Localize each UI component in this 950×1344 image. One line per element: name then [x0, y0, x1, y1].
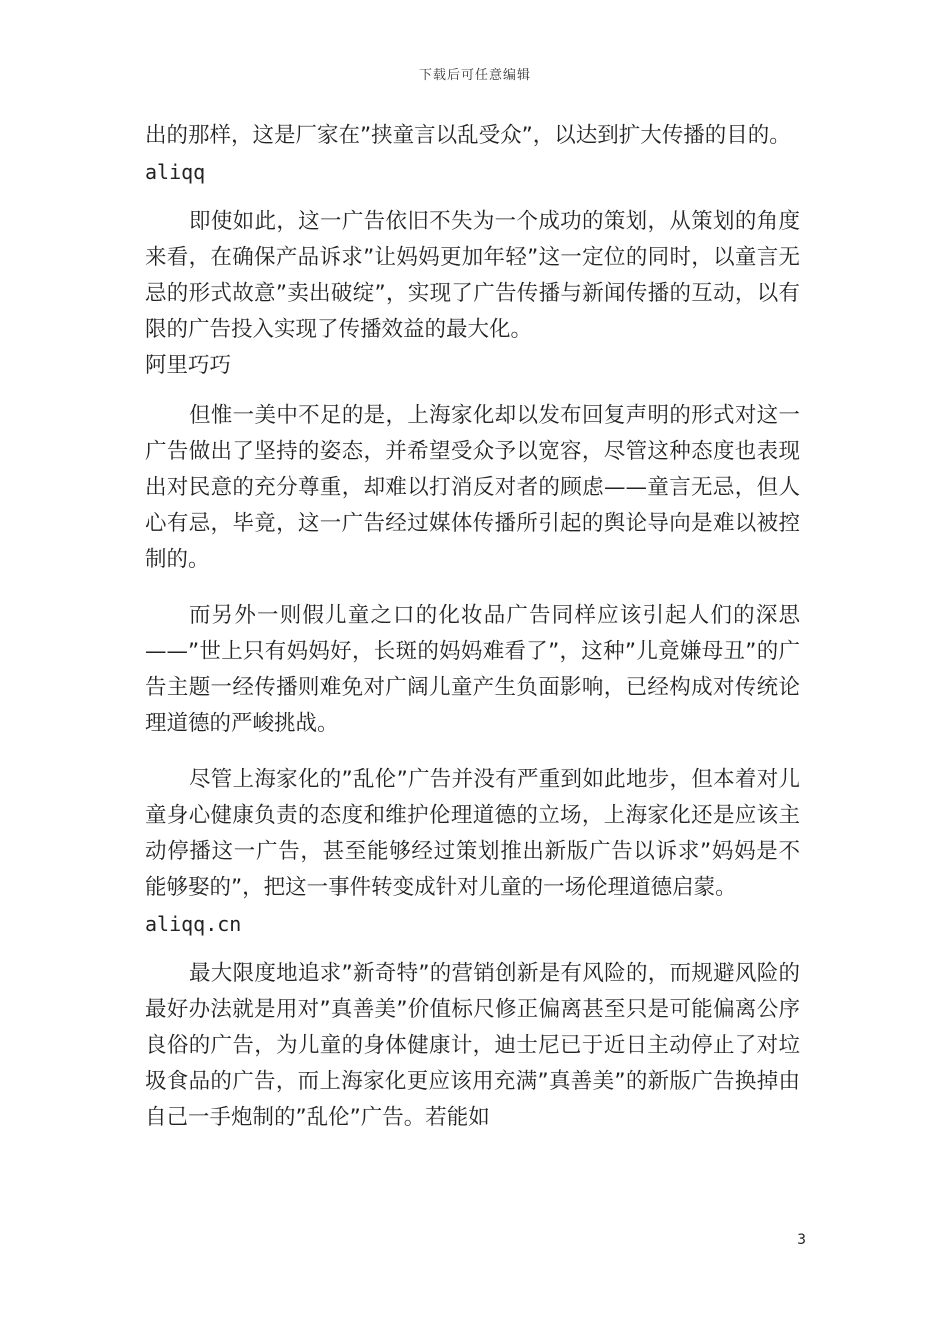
page-number: 3	[797, 1232, 806, 1248]
page-header: 下载后可任意编辑	[418, 68, 531, 83]
document-body	[145, 118, 800, 1136]
paragraph-2: 即使如此，这一广告依旧不失为一个成功的策划，从策划的角度来看，在确保产品诉求”让妈妈更加年轻”这一定位的同时，以童言无忌的形式故意”卖出破绽”，实现了广告传播与新闻传播的互动，以有限的广告投入实现了传播效益的最大化。	[145, 209, 800, 342]
paragraph-1: 出的那样，这是厂家在”挟童言以乱受众”，以达到扩大传播的目的。	[145, 123, 791, 148]
paragraph-5: 尽管上海家化的”乱伦”广告并没有严重到如此地步，但本着对儿童身心健康负责的态度和维护伦理道德的立场，上海家化还是应该主动停播这一广告，甚至能够经过策划推出新版广告以诉求”妈妈是不能够娶的”，把这一事件转变成针对儿童的一场伦理道德启蒙。	[145, 767, 800, 900]
source-label-aliqq: aliqq	[145, 160, 206, 184]
source-label-aliqq-cn: aliqq.cn	[145, 912, 242, 936]
paragraph-6: 最大限度地追求”新奇特”的营销创新是有风险的，而规避风险的最好办法就是用对”真善美”价值标尺修正偏离甚至只是可能偏离公序良俗的广告，为儿童的身体健康计，迪士尼已于近日主动停止了对垃圾食品的广告，而上海家化更应该用充满”真善美”的新版广告换掉由自己一手炮制的”乱伦”广告。若能如	[145, 961, 800, 1130]
source-label-alibaba: 阿里巧巧	[145, 353, 232, 378]
paragraph-3: 但惟一美中不足的是，上海家化却以发布回复声明的形式对这一广告做出了坚持的姿态，并希望受众予以宽容，尽管这种态度也表现出对民意的充分尊重，却难以打消反对者的顾虑——童言无忌，但人心有忌，毕竟，这一广告经过媒体传播所引起的舆论导向是难以被控制的。	[145, 403, 800, 572]
paragraph-4: 而另外一则假儿童之口的化妆品广告同样应该引起人们的深思——”世上只有妈妈好，长斑的妈妈难看了”，这种”儿竟嫌母丑”的广告主题一经传播则难免对广阔儿童产生负面影响，已经构成对传统论理道德的严峻挑战。	[145, 603, 800, 736]
